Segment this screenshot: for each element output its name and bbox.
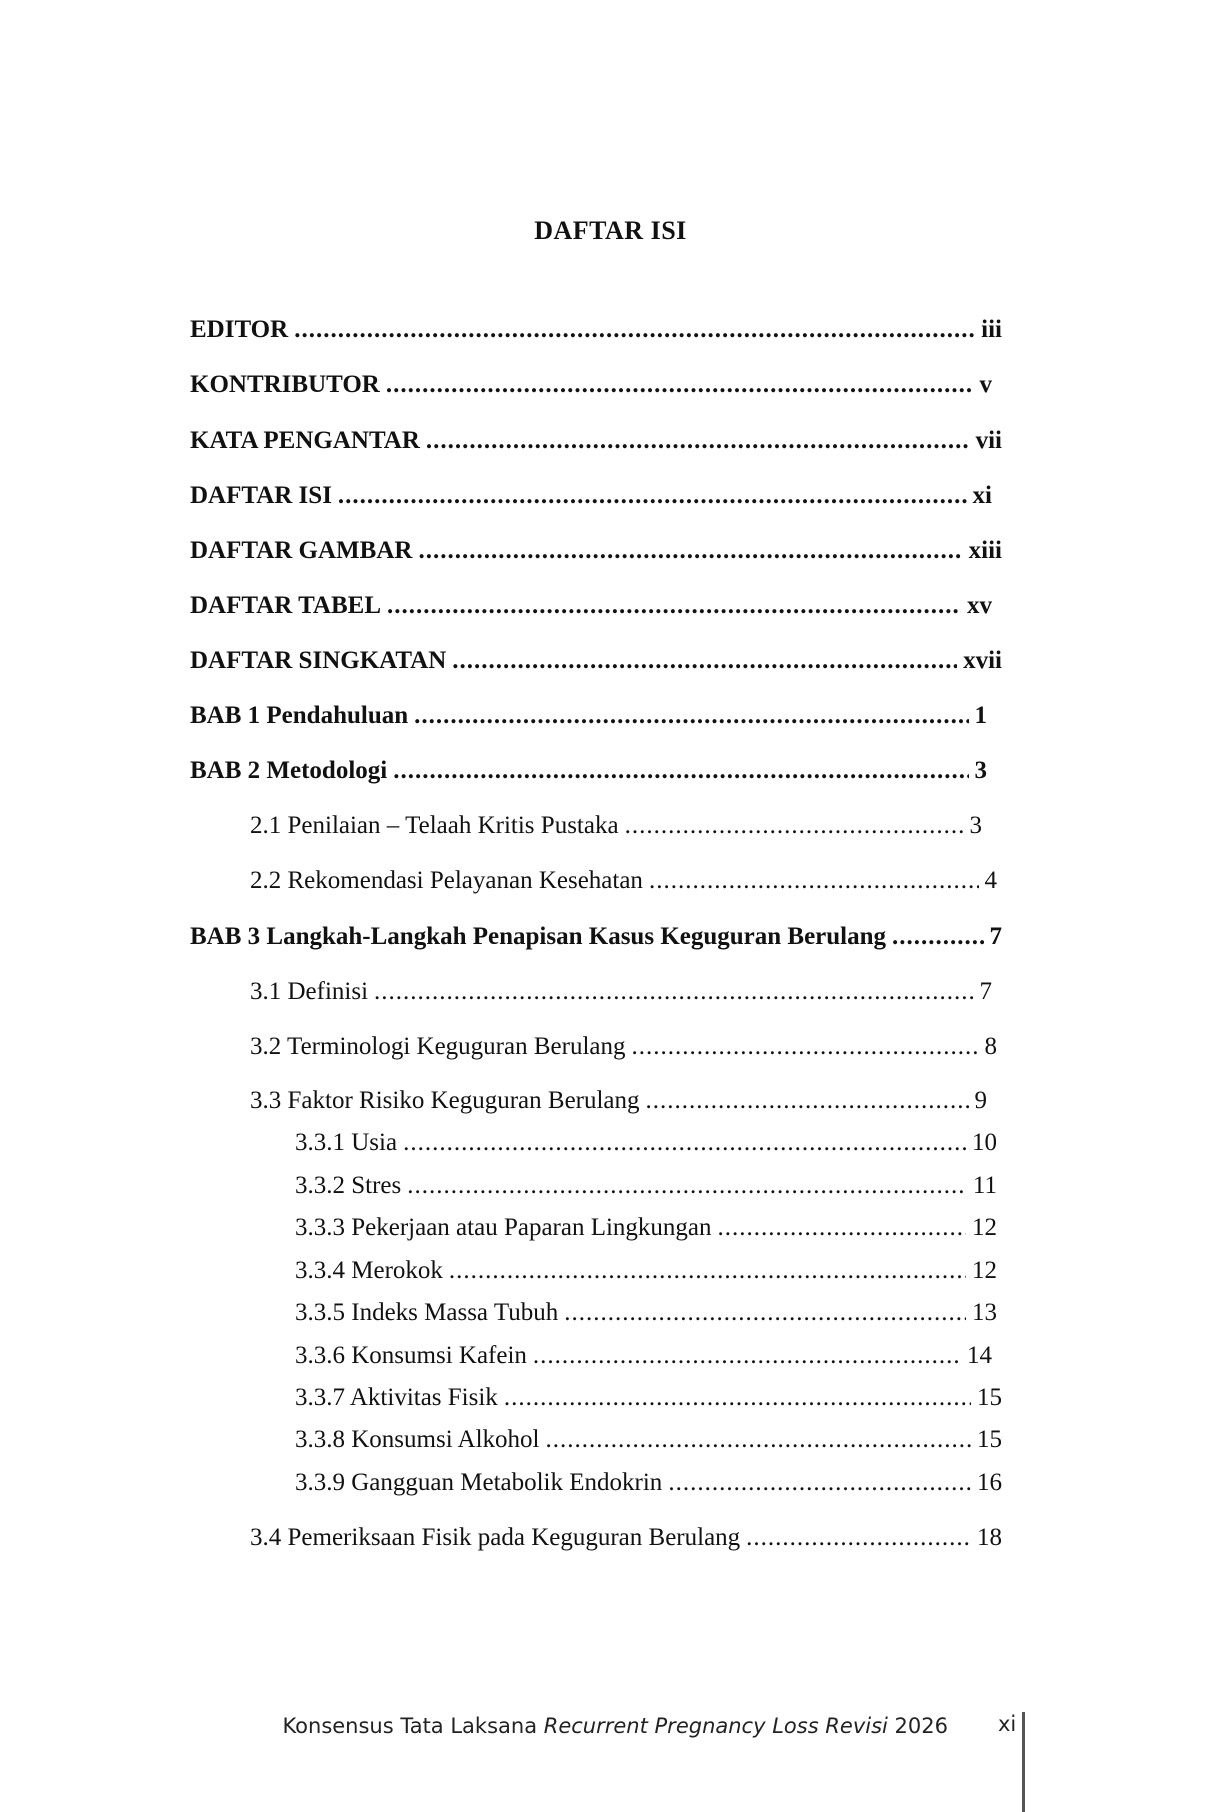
toc-entry-label: DAFTAR SINGKATAN <box>190 647 447 674</box>
toc-entry-label: 2.1 Penilaian – Telaah Kritis Pustaka <box>250 812 619 839</box>
toc-entry-label: 3.3.7 Aktivitas Fisik <box>295 1384 498 1411</box>
dot-leader <box>449 1255 966 1287</box>
toc-entry <box>295 1297 997 1329</box>
toc-entry-label: 3.3.3 Pekerjaan atau Paparan Lingkungan <box>295 1214 712 1241</box>
toc-entry-page: 10 <box>972 1129 997 1156</box>
dot-leader <box>504 1382 971 1414</box>
toc-entry <box>250 810 982 842</box>
page-number: xi <box>998 1712 1017 1736</box>
page-title: DAFTAR ISI <box>534 216 687 245</box>
toc-entry-page: 16 <box>977 1469 1002 1496</box>
toc-entry <box>190 645 1002 677</box>
dot-leader <box>338 480 967 512</box>
toc-entry-page: 7 <box>979 978 992 1005</box>
running-footer <box>0 1714 948 1738</box>
toc-entry <box>190 314 1002 346</box>
toc-entry <box>295 1170 997 1202</box>
dot-leader <box>386 369 974 401</box>
toc-entry <box>250 1085 987 1117</box>
dot-leader <box>668 1467 971 1499</box>
toc-entry-page: 3 <box>969 812 982 839</box>
toc-entry <box>190 425 1002 457</box>
toc-entry <box>295 1424 1002 1456</box>
dot-leader <box>426 425 970 457</box>
toc-entry-page: 18 <box>977 1524 1002 1551</box>
dot-leader <box>452 645 957 677</box>
toc-entry <box>295 1340 992 1372</box>
toc-entry-label: BAB 2 Metodologi <box>190 757 388 784</box>
dot-leader <box>649 865 979 897</box>
dot-leader <box>407 1170 967 1202</box>
dot-leader <box>393 755 968 787</box>
footer-rule <box>1022 1712 1025 1812</box>
dot-leader <box>533 1340 961 1372</box>
toc-entry <box>190 921 1002 953</box>
toc-entry-label: 3.3.8 Konsumsi Alkohol <box>295 1426 540 1453</box>
toc-entry <box>295 1382 1002 1414</box>
toc-entry <box>250 976 992 1008</box>
toc-entry-label: DAFTAR ISI <box>190 482 332 509</box>
toc-entry <box>190 700 987 732</box>
toc-entry-label: 3.3.1 Usia <box>295 1129 398 1156</box>
toc-entry-label: 3.3.4 Merokok <box>295 1257 443 1284</box>
toc-entry <box>190 535 1002 567</box>
toc-entry-label: BAB 3 Langkah-Langkah Penapisan Kasus Keguguran Berulang <box>190 923 887 950</box>
toc-entry <box>295 1212 997 1244</box>
toc-entry <box>250 1522 1002 1554</box>
dot-leader <box>746 1522 971 1554</box>
toc-entry <box>295 1467 1002 1499</box>
toc-entry-page: 15 <box>977 1384 1002 1411</box>
toc-entry-page: 1 <box>974 702 987 729</box>
dot-leader <box>892 921 983 953</box>
toc-entry <box>190 755 987 787</box>
toc-entry-page: 12 <box>972 1214 997 1241</box>
toc-entry-page: vii <box>975 427 1002 454</box>
toc-entry-label: DAFTAR GAMBAR <box>190 537 413 564</box>
toc-entry <box>190 590 992 622</box>
dot-leader <box>718 1212 966 1244</box>
toc-entry-page: v <box>979 371 992 398</box>
toc-entry <box>190 369 992 401</box>
toc-entry-page: 7 <box>989 923 1002 950</box>
dot-leader <box>403 1127 966 1159</box>
dot-leader <box>625 810 964 842</box>
toc-entry <box>295 1127 997 1159</box>
toc-entry <box>295 1255 997 1287</box>
toc-entry-label: 2.2 Rekomendasi Pelayanan Kesehatan <box>250 867 643 894</box>
toc-entry-page: 8 <box>984 1033 997 1060</box>
toc-entry-label: EDITOR <box>190 316 289 343</box>
toc-entry-label: 3.4 Pemeriksaan Fisik pada Keguguran Berulang <box>250 1524 741 1551</box>
dot-leader <box>646 1085 969 1117</box>
dot-leader <box>414 700 968 732</box>
toc-entry <box>250 865 997 897</box>
toc-entry-label: 3.3 Faktor Risiko Keguguran Berulang <box>250 1087 640 1114</box>
toc-entry-page: 14 <box>967 1342 992 1369</box>
toc-entry-label: 3.1 Definisi <box>250 978 369 1005</box>
toc-entry-label: BAB 1 Pendahuluan <box>190 702 409 729</box>
dot-leader <box>632 1031 979 1063</box>
dot-leader <box>418 535 962 567</box>
footer-year: 2026 <box>887 1714 948 1738</box>
dot-leader <box>545 1424 971 1456</box>
footer-italic-title: Recurrent Pregnancy Loss Revisi <box>543 1714 888 1738</box>
toc-entry-page: xi <box>972 482 992 509</box>
toc-entry-label: 3.3.6 Konsumsi Kafein <box>295 1342 527 1369</box>
footer-prefix: Konsensus Tata Laksana <box>282 1714 544 1738</box>
toc-entry-label: DAFTAR TABEL <box>190 592 382 619</box>
toc-entry-page: xv <box>967 592 992 619</box>
toc-entry <box>250 1031 997 1063</box>
dot-leader <box>374 976 973 1008</box>
toc-entry-label: 3.2 Terminologi Keguguran Berulang <box>250 1033 626 1060</box>
toc-entry-page: 12 <box>972 1257 997 1284</box>
toc-entry-label: 3.3.9 Gangguan Metabolik Endokrin <box>295 1469 663 1496</box>
toc-entry-page: 15 <box>977 1426 1002 1453</box>
toc-entry-label: KONTRIBUTOR <box>190 371 380 398</box>
dot-leader <box>564 1297 966 1329</box>
toc-entry-label: 3.3.2 Stres <box>295 1172 402 1199</box>
dot-leader <box>387 590 961 622</box>
toc-entry-page: 11 <box>972 1172 997 1199</box>
toc-entry-label: 3.3.5 Indeks Massa Tubuh <box>295 1299 559 1326</box>
dot-leader <box>294 314 975 346</box>
toc-entry-page: xiii <box>968 537 1002 564</box>
toc-entry-page: 4 <box>984 867 997 894</box>
toc-entry-page: 3 <box>974 757 987 784</box>
toc-entry <box>190 480 992 512</box>
toc-entry-page: xvii <box>963 647 1002 674</box>
toc-entry-page: 9 <box>974 1087 987 1114</box>
toc-entry-label: KATA PENGANTAR <box>190 427 420 454</box>
toc-entry-page: 13 <box>972 1299 997 1326</box>
toc-entry-page: iii <box>981 316 1002 343</box>
